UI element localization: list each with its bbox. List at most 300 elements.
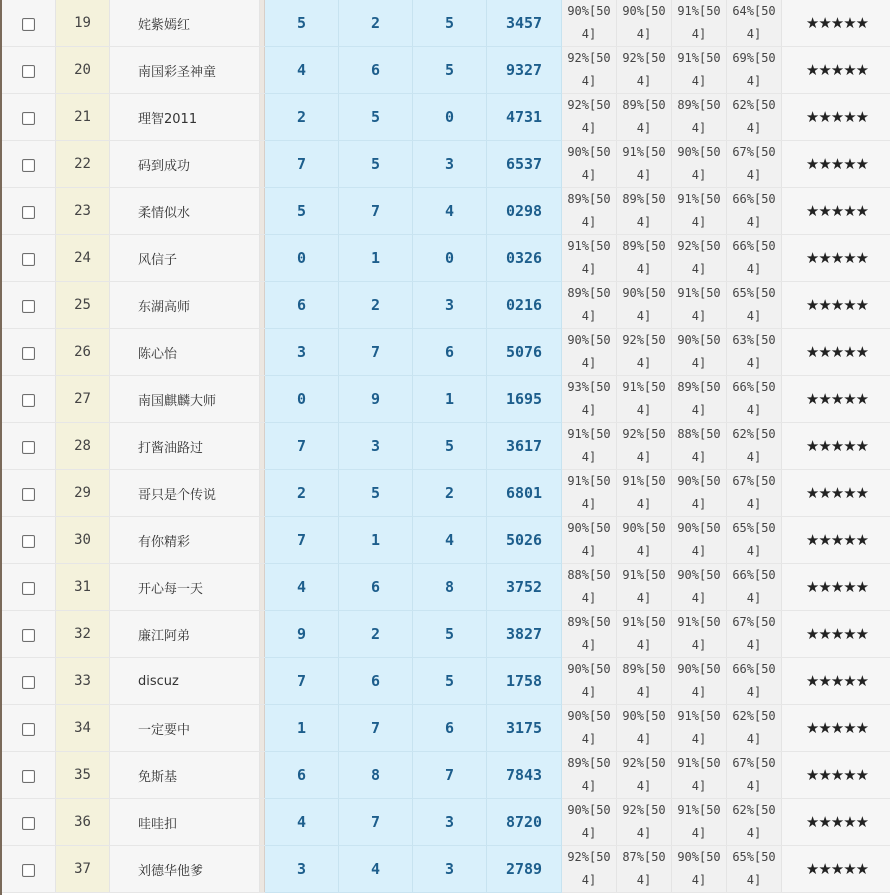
- row-checkbox-cell: [2, 752, 56, 799]
- hit-rate-text: 92%[504]: [567, 51, 611, 88]
- predict-number: 1695: [487, 376, 562, 423]
- predict-digit-1: 7: [265, 141, 339, 188]
- table-row: [2, 141, 890, 188]
- row-checkbox[interactable]: [22, 300, 35, 313]
- row-checkbox[interactable]: [22, 723, 35, 736]
- row-checkbox[interactable]: [22, 112, 35, 125]
- hit-rate-3: [672, 94, 727, 141]
- hit-rate-text: 67%[504]: [732, 145, 776, 182]
- predict-digit-3: 5: [413, 658, 487, 705]
- predict-digit-2: 2: [339, 0, 413, 47]
- hit-rate-text: 91%[504]: [677, 192, 721, 229]
- hit-rate-1: [562, 705, 617, 752]
- hit-rate-text: 90%[504]: [622, 4, 666, 41]
- predict-digit-2: 6: [339, 658, 413, 705]
- user-name[interactable]: discuz: [110, 658, 260, 705]
- predict-number: 2789: [487, 846, 562, 893]
- row-checkbox-cell: [2, 47, 56, 94]
- table-row: [2, 0, 890, 47]
- user-name[interactable]: 廉江阿弟: [110, 611, 260, 658]
- rating-stars: ★★★★★: [782, 470, 890, 517]
- predict-digit-3: 5: [413, 423, 487, 470]
- row-checkbox-cell: [2, 658, 56, 705]
- predict-digit-3: 2: [413, 470, 487, 517]
- user-name[interactable]: 柔情似水: [110, 188, 260, 235]
- predict-digit-1: 4: [265, 564, 339, 611]
- hit-rate-4: [727, 94, 782, 141]
- hit-rate-1: [562, 470, 617, 517]
- rating-stars: ★★★★★: [782, 846, 890, 893]
- hit-rate-4: [727, 517, 782, 564]
- hit-rate-4: [727, 658, 782, 705]
- predict-number: 4731: [487, 94, 562, 141]
- predict-digit-1: 0: [265, 376, 339, 423]
- row-checkbox[interactable]: [22, 159, 35, 172]
- row-index: 34: [56, 705, 110, 752]
- predict-number: 8720: [487, 799, 562, 846]
- hit-rate-text: 92%[504]: [677, 239, 721, 276]
- row-checkbox-cell: [2, 141, 56, 188]
- hit-rate-text: 65%[504]: [732, 286, 776, 323]
- hit-rate-3: [672, 846, 727, 893]
- hit-rate-text: 91%[504]: [622, 145, 666, 182]
- predict-digit-3: 5: [413, 611, 487, 658]
- rating-stars: ★★★★★: [782, 799, 890, 846]
- hit-rate-3: [672, 423, 727, 470]
- predict-digit-1: 4: [265, 799, 339, 846]
- hit-rate-text: 90%[504]: [567, 333, 611, 370]
- hit-rate-text: 89%[504]: [622, 192, 666, 229]
- table-row: [2, 94, 890, 141]
- predict-digit-3: 7: [413, 752, 487, 799]
- predict-digit-2: 4: [339, 846, 413, 893]
- row-checkbox-cell: [2, 799, 56, 846]
- row-checkbox[interactable]: [22, 629, 35, 642]
- hit-rate-text: 90%[504]: [677, 333, 721, 370]
- predict-digit-2: 3: [339, 423, 413, 470]
- hit-rate-2: [617, 846, 672, 893]
- predict-digit-2: 5: [339, 470, 413, 517]
- row-index: 29: [56, 470, 110, 517]
- predict-digit-1: 7: [265, 658, 339, 705]
- user-name[interactable]: 理智2011: [110, 94, 260, 141]
- row-checkbox[interactable]: [22, 770, 35, 783]
- predict-digit-1: 4: [265, 47, 339, 94]
- hit-rate-3: [672, 141, 727, 188]
- predict-number: 3175: [487, 705, 562, 752]
- row-index: 36: [56, 799, 110, 846]
- hit-rate-2: [617, 235, 672, 282]
- table-row: [2, 705, 890, 752]
- rating-stars: ★★★★★: [782, 188, 890, 235]
- predict-digit-2: 5: [339, 94, 413, 141]
- row-checkbox[interactable]: [22, 817, 35, 830]
- hit-rate-1: [562, 235, 617, 282]
- predict-digit-3: 6: [413, 329, 487, 376]
- row-index: 33: [56, 658, 110, 705]
- hit-rate-4: [727, 423, 782, 470]
- row-checkbox[interactable]: [22, 535, 35, 548]
- row-checkbox-cell: [2, 376, 56, 423]
- predict-number: 7843: [487, 752, 562, 799]
- rating-stars: ★★★★★: [782, 329, 890, 376]
- hit-rate-3: [672, 470, 727, 517]
- hit-rate-text: 91%[504]: [677, 709, 721, 746]
- hit-rate-2: [617, 188, 672, 235]
- row-index: 28: [56, 423, 110, 470]
- predict-number: 0216: [487, 282, 562, 329]
- row-index: 25: [56, 282, 110, 329]
- predict-digit-3: 3: [413, 846, 487, 893]
- table-row: [2, 517, 890, 564]
- rating-stars: ★★★★★: [782, 282, 890, 329]
- row-checkbox-cell: [2, 846, 56, 893]
- user-name[interactable]: 南国麒麟大师: [110, 376, 260, 423]
- hit-rate-1: [562, 376, 617, 423]
- hit-rate-2: [617, 564, 672, 611]
- table-row: [2, 658, 890, 705]
- predict-digit-3: 3: [413, 141, 487, 188]
- predict-digit-1: 2: [265, 94, 339, 141]
- hit-rate-4: [727, 705, 782, 752]
- row-checkbox[interactable]: [22, 18, 35, 31]
- predict-number: 9327: [487, 47, 562, 94]
- hit-rate-3: [672, 611, 727, 658]
- predict-digit-2: 7: [339, 705, 413, 752]
- hit-rate-text: 92%[504]: [567, 850, 611, 887]
- predict-digit-2: 1: [339, 235, 413, 282]
- row-checkbox[interactable]: [22, 206, 35, 219]
- hit-rate-text: 90%[504]: [677, 850, 721, 887]
- rating-stars: ★★★★★: [782, 658, 890, 705]
- predict-digit-3: 3: [413, 282, 487, 329]
- rating-stars: ★★★★★: [782, 47, 890, 94]
- hit-rate-text: 62%[504]: [732, 98, 776, 135]
- hit-rate-4: [727, 470, 782, 517]
- hit-rate-4: [727, 235, 782, 282]
- user-name[interactable]: 一定要中: [110, 705, 260, 752]
- user-name[interactable]: 有你精彩: [110, 517, 260, 564]
- row-index: 19: [56, 0, 110, 47]
- row-checkbox-cell: [2, 188, 56, 235]
- hit-rate-3: [672, 188, 727, 235]
- hit-rate-text: 64%[504]: [732, 4, 776, 41]
- predict-number: 0326: [487, 235, 562, 282]
- hit-rate-4: [727, 376, 782, 423]
- hit-rate-text: 90%[504]: [567, 662, 611, 699]
- user-name[interactable]: 南国彩圣神童: [110, 47, 260, 94]
- row-index: 21: [56, 94, 110, 141]
- hit-rate-text: 91%[504]: [677, 51, 721, 88]
- rating-stars: ★★★★★: [782, 0, 890, 47]
- hit-rate-2: [617, 94, 672, 141]
- row-index: 32: [56, 611, 110, 658]
- hit-rate-text: 87%[504]: [622, 850, 666, 887]
- row-checkbox[interactable]: [22, 253, 35, 266]
- predict-digit-2: 5: [339, 141, 413, 188]
- row-checkbox-cell: [2, 517, 56, 564]
- row-checkbox[interactable]: [22, 582, 35, 595]
- hit-rate-text: 90%[504]: [622, 286, 666, 323]
- user-name[interactable]: 姹紫嫣红: [110, 0, 260, 47]
- row-index: 23: [56, 188, 110, 235]
- rating-stars: ★★★★★: [782, 376, 890, 423]
- predict-digit-1: 5: [265, 188, 339, 235]
- hit-rate-text: 69%[504]: [732, 51, 776, 88]
- hit-rate-2: [617, 799, 672, 846]
- row-index: 27: [56, 376, 110, 423]
- predict-digit-1: 9: [265, 611, 339, 658]
- table-row: [2, 329, 890, 376]
- predict-digit-1: 7: [265, 517, 339, 564]
- hit-rate-1: [562, 846, 617, 893]
- predict-number: 0298: [487, 188, 562, 235]
- hit-rate-text: 90%[504]: [567, 521, 611, 558]
- row-checkbox[interactable]: [22, 864, 35, 877]
- hit-rate-text: 65%[504]: [732, 850, 776, 887]
- hit-rate-1: [562, 517, 617, 564]
- rating-stars: ★★★★★: [782, 611, 890, 658]
- predict-digit-3: 4: [413, 517, 487, 564]
- predict-number: 3457: [487, 0, 562, 47]
- row-checkbox[interactable]: [22, 441, 35, 454]
- hit-rate-text: 91%[504]: [677, 803, 721, 840]
- row-index: 20: [56, 47, 110, 94]
- row-checkbox-cell: [2, 470, 56, 517]
- hit-rate-text: 92%[504]: [622, 803, 666, 840]
- predict-digit-2: 6: [339, 47, 413, 94]
- hit-rate-text: 89%[504]: [567, 286, 611, 323]
- user-name[interactable]: 刘德华他爹: [110, 846, 260, 893]
- predict-digit-2: 7: [339, 329, 413, 376]
- hit-rate-text: 89%[504]: [567, 615, 611, 652]
- hit-rate-text: 91%[504]: [677, 286, 721, 323]
- hit-rate-3: [672, 376, 727, 423]
- hit-rate-2: [617, 47, 672, 94]
- hit-rate-text: 92%[504]: [622, 51, 666, 88]
- hit-rate-text: 66%[504]: [732, 568, 776, 605]
- table-row: [2, 188, 890, 235]
- table-row: [2, 423, 890, 470]
- predict-digit-1: 6: [265, 752, 339, 799]
- hit-rate-3: [672, 752, 727, 799]
- table-row: [2, 611, 890, 658]
- hit-rate-4: [727, 564, 782, 611]
- hit-rate-text: 91%[504]: [622, 615, 666, 652]
- user-name[interactable]: 东湖高师: [110, 282, 260, 329]
- user-name[interactable]: 哥只是个传说: [110, 470, 260, 517]
- table-row: [2, 752, 890, 799]
- rating-stars: ★★★★★: [782, 517, 890, 564]
- predict-digit-3: 5: [413, 47, 487, 94]
- hit-rate-4: [727, 329, 782, 376]
- row-checkbox-cell: [2, 282, 56, 329]
- row-checkbox-cell: [2, 705, 56, 752]
- hit-rate-2: [617, 517, 672, 564]
- hit-rate-text: 90%[504]: [567, 803, 611, 840]
- user-name[interactable]: 哇哇扣: [110, 799, 260, 846]
- row-index: 37: [56, 846, 110, 893]
- hit-rate-text: 89%[504]: [622, 662, 666, 699]
- hit-rate-text: 89%[504]: [622, 239, 666, 276]
- predict-digit-3: 8: [413, 564, 487, 611]
- predict-digit-2: 9: [339, 376, 413, 423]
- hit-rate-text: 91%[504]: [677, 756, 721, 793]
- hit-rate-text: 90%[504]: [567, 709, 611, 746]
- hit-rate-text: 92%[504]: [622, 756, 666, 793]
- hit-rate-1: [562, 752, 617, 799]
- row-index: 30: [56, 517, 110, 564]
- predict-digit-1: 3: [265, 329, 339, 376]
- predict-number: 3752: [487, 564, 562, 611]
- row-checkbox[interactable]: [22, 347, 35, 360]
- hit-rate-2: [617, 376, 672, 423]
- hit-rate-2: [617, 282, 672, 329]
- hit-rate-text: 90%[504]: [677, 568, 721, 605]
- hit-rate-text: 62%[504]: [732, 803, 776, 840]
- predict-digit-2: 1: [339, 517, 413, 564]
- hit-rate-1: [562, 282, 617, 329]
- hit-rate-text: 88%[504]: [677, 427, 721, 464]
- hit-rate-text: 89%[504]: [567, 756, 611, 793]
- hit-rate-2: [617, 141, 672, 188]
- row-checkbox[interactable]: [22, 676, 35, 689]
- predict-number: 5026: [487, 517, 562, 564]
- predict-digit-3: 0: [413, 235, 487, 282]
- user-name[interactable]: 陈心怡: [110, 329, 260, 376]
- hit-rate-1: [562, 564, 617, 611]
- row-index: 22: [56, 141, 110, 188]
- predict-digit-1: 7: [265, 423, 339, 470]
- predict-digit-2: 7: [339, 188, 413, 235]
- predict-digit-1: 0: [265, 235, 339, 282]
- predict-number: 3827: [487, 611, 562, 658]
- row-index: 35: [56, 752, 110, 799]
- row-index: 31: [56, 564, 110, 611]
- hit-rate-2: [617, 470, 672, 517]
- hit-rate-text: 91%[504]: [567, 239, 611, 276]
- predict-digit-1: 6: [265, 282, 339, 329]
- row-index: 26: [56, 329, 110, 376]
- row-checkbox[interactable]: [22, 488, 35, 501]
- hit-rate-4: [727, 799, 782, 846]
- row-checkbox-cell: [2, 94, 56, 141]
- hit-rate-3: [672, 235, 727, 282]
- hit-rate-4: [727, 846, 782, 893]
- row-checkbox-cell: [2, 329, 56, 376]
- hit-rate-2: [617, 611, 672, 658]
- hit-rate-text: 92%[504]: [567, 98, 611, 135]
- hit-rate-1: [562, 611, 617, 658]
- predict-digit-3: 5: [413, 0, 487, 47]
- row-checkbox[interactable]: [22, 65, 35, 78]
- hit-rate-text: 92%[504]: [622, 333, 666, 370]
- hit-rate-3: [672, 0, 727, 47]
- hit-rate-text: 65%[504]: [732, 521, 776, 558]
- hit-rate-text: 66%[504]: [732, 239, 776, 276]
- predict-digit-2: 8: [339, 752, 413, 799]
- hit-rate-text: 91%[504]: [622, 474, 666, 511]
- hit-rate-text: 89%[504]: [622, 98, 666, 135]
- hit-rate-text: 90%[504]: [677, 662, 721, 699]
- predict-number: 1758: [487, 658, 562, 705]
- row-checkbox[interactable]: [22, 394, 35, 407]
- hit-rate-text: 62%[504]: [732, 427, 776, 464]
- hit-rate-3: [672, 329, 727, 376]
- hit-rate-text: 66%[504]: [732, 662, 776, 699]
- hit-rate-text: 91%[504]: [567, 474, 611, 511]
- predict-digit-3: 6: [413, 705, 487, 752]
- hit-rate-text: 67%[504]: [732, 474, 776, 511]
- hit-rate-3: [672, 47, 727, 94]
- hit-rate-3: [672, 705, 727, 752]
- hit-rate-1: [562, 658, 617, 705]
- user-name[interactable]: 码到成功: [110, 141, 260, 188]
- hit-rate-text: 91%[504]: [622, 380, 666, 417]
- hit-rate-4: [727, 0, 782, 47]
- hit-rate-4: [727, 611, 782, 658]
- hit-rate-2: [617, 0, 672, 47]
- hit-rate-1: [562, 47, 617, 94]
- hit-rate-4: [727, 47, 782, 94]
- user-name[interactable]: 打酱油路过: [110, 423, 260, 470]
- row-index: 24: [56, 235, 110, 282]
- rating-stars: ★★★★★: [782, 564, 890, 611]
- hit-rate-text: 92%[504]: [622, 427, 666, 464]
- hit-rate-text: 91%[504]: [677, 615, 721, 652]
- hit-rate-3: [672, 799, 727, 846]
- table-row: [2, 376, 890, 423]
- user-name[interactable]: 免斯基: [110, 752, 260, 799]
- predict-number: 6537: [487, 141, 562, 188]
- hit-rate-2: [617, 658, 672, 705]
- hit-rate-1: [562, 799, 617, 846]
- row-checkbox-cell: [2, 564, 56, 611]
- rating-stars: ★★★★★: [782, 752, 890, 799]
- user-name[interactable]: 开心每一天: [110, 564, 260, 611]
- predict-digit-1: 3: [265, 846, 339, 893]
- hit-rate-text: 90%[504]: [677, 521, 721, 558]
- hit-rate-3: [672, 658, 727, 705]
- hit-rate-text: 63%[504]: [732, 333, 776, 370]
- predict-digit-1: 2: [265, 470, 339, 517]
- row-checkbox-cell: [2, 0, 56, 47]
- hit-rate-text: 67%[504]: [732, 756, 776, 793]
- table-row: [2, 282, 890, 329]
- hit-rate-text: 90%[504]: [677, 145, 721, 182]
- hit-rate-text: 62%[504]: [732, 709, 776, 746]
- predict-digit-1: 1: [265, 705, 339, 752]
- predict-digit-3: 0: [413, 94, 487, 141]
- hit-rate-3: [672, 564, 727, 611]
- table-row: [2, 47, 890, 94]
- table-row: [2, 564, 890, 611]
- hit-rate-1: [562, 423, 617, 470]
- predict-number: 6801: [487, 470, 562, 517]
- table-row: [2, 799, 890, 846]
- hit-rate-4: [727, 188, 782, 235]
- hit-rate-1: [562, 329, 617, 376]
- hit-rate-1: [562, 188, 617, 235]
- predict-number: 3617: [487, 423, 562, 470]
- rating-stars: ★★★★★: [782, 235, 890, 282]
- user-name[interactable]: 风信子: [110, 235, 260, 282]
- row-checkbox-cell: [2, 235, 56, 282]
- predict-number: 5076: [487, 329, 562, 376]
- hit-rate-text: 91%[504]: [622, 568, 666, 605]
- hit-rate-text: 89%[504]: [567, 192, 611, 229]
- hit-rate-text: 91%[504]: [677, 4, 721, 41]
